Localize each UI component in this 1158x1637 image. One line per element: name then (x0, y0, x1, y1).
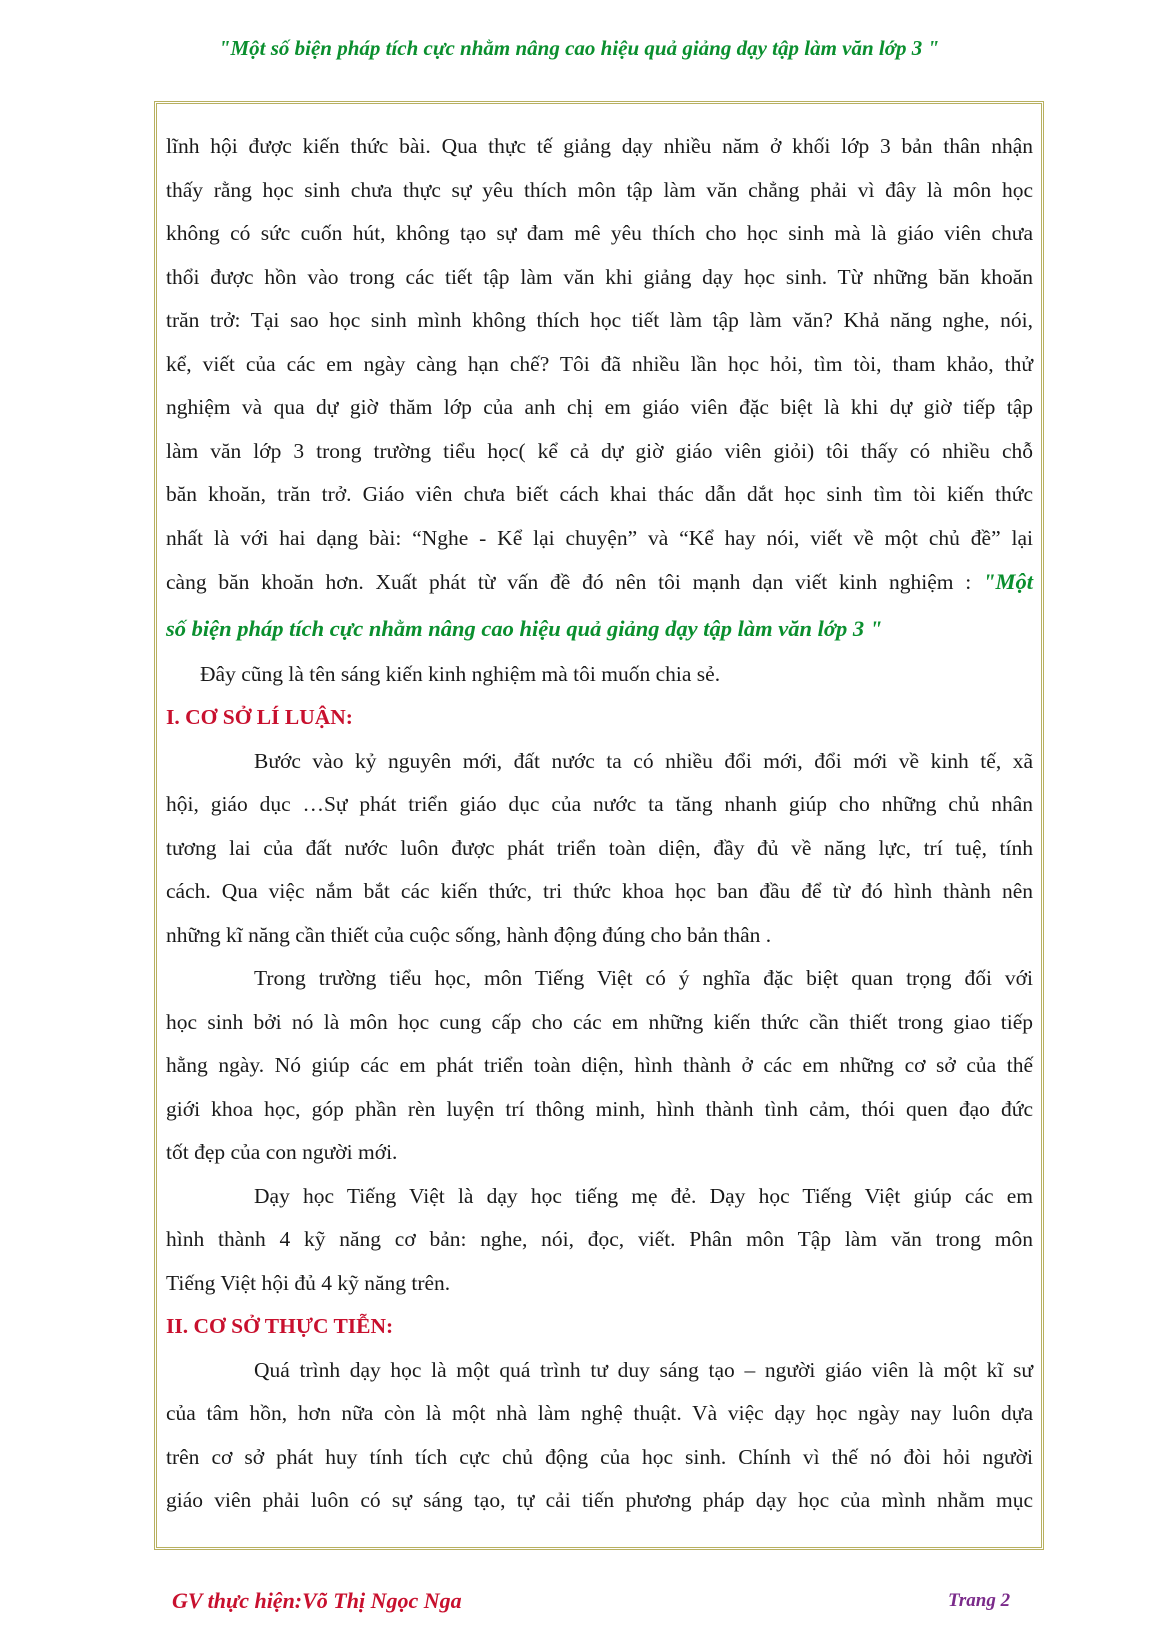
title-highlight-start: "Một (983, 569, 1033, 594)
text-line: học sinh bởi nó là môn học cung cấp cho các em những kiến thức cần thiết trong giao tiếp (166, 1009, 1033, 1034)
page-number: Trang 2 (948, 1590, 1011, 1611)
text-line: kể, viết của các em ngày càng hạn chế? Tôi đã nhiều lần học hỏi, tìm tòi, tham khảo, thử (166, 351, 1033, 376)
text-line: không có sức cuốn hút, không tạo sự đam mê yêu thích cho học sinh mà là giáo viên chưa (166, 221, 1033, 245)
section-heading-1: I. CƠ SỞ LÍ LUẬN: (166, 705, 353, 729)
text-line: của tâm hồn, hơn nữa còn là một nhà làm nghệ thuật. Và việc dạy học ngày nay luôn dựa (166, 1401, 1033, 1425)
text-line: Tiếng Việt hội đủ 4 kỹ năng trên. (166, 1270, 451, 1295)
header-title: "Một số biện pháp tích cực nhằm nâng cao hiệu quả giảng dạy tập làm văn lớp 3 " (218, 36, 940, 60)
text-line: trăn trở: Tại sao học sinh mình không thích học tiết làm tập làm văn? Khả năng nghe, nói, (166, 308, 1033, 332)
text-line: những kĩ năng cần thiết của cuộc sống, hành động đúng cho bản thân . (166, 922, 772, 947)
text-line: hằng ngày. Nó giúp các em phát triển toàn diện, hình thành ở các em những cơ sở của thế (166, 1053, 1033, 1077)
text-line: lĩnh hội được kiến thức bài. Qua thực tế giảng dạy nhiều năm ở khối lớp 3 bản thân nhận (166, 134, 1033, 158)
text-line: Bước vào kỷ nguyên mới, đất nước ta có nhiều đổi mới, đổi mới về kinh tế, xã (254, 748, 1033, 773)
text-line: tốt đẹp của con người mới. (166, 1140, 398, 1164)
text-line: thấy rằng học sinh chưa thực sự yêu thích môn tập làm văn chẳng phải vì đây là môn học (166, 177, 1033, 202)
text-line: hội, giáo dục …Sự phát triển giáo dục của nước ta tăng nhanh giúp cho những chủ nhân (166, 792, 1033, 816)
text-line (166, 560, 1033, 605)
text-line: nghiệm và qua dự giờ thăm lớp của anh chị em giáo viên đặc biệt là khi dự giờ tiếp tập (166, 395, 1033, 419)
text-line: nhất là với hai dạng bài: “Nghe - Kể lại chuyện” và “Kể hay nói, viết về một chủ đề” lại (166, 525, 1033, 550)
text-line: cách. Qua việc nắm bắt các kiến thức, tri thức khoa học ban đầu để từ đó hình thành nên (166, 879, 1033, 903)
text-span: càng băn khoăn hơn. Xuất phát từ vấn đề đó nên tôi mạnh dạn viết kinh nghiệm : (166, 570, 983, 594)
text-line: thổi được hồn vào trong các tiết tập làm văn khi giảng dạy học sinh. Từ những băn khoăn (166, 264, 1033, 289)
text-line: Đây cũng là tên sáng kiến kinh nghiệm mà tôi muốn chia sẻ. (200, 661, 721, 686)
text-line: làm văn lớp 3 trong trường tiểu học( kể cả dự giờ giáo viên giỏi) tôi thấy có nhiều chỗ (166, 438, 1033, 463)
text-line: hình thành 4 kỹ năng cơ bản: nghe, nói, đọc, viết. Phân môn Tập làm văn trong môn (166, 1227, 1033, 1251)
text-line: Quá trình dạy học là một quá trình tư duy sáng tạo – người giáo viên là một kĩ sư (254, 1357, 1033, 1382)
text-line: Dạy học Tiếng Việt là dạy học tiếng mẹ đẻ. Dạy học Tiếng Việt giúp các em (254, 1183, 1033, 1208)
text-line: tương lai của đất nước luôn được phát triển toàn diện, đầy đủ về năng lực, trí tuệ, tính (166, 835, 1033, 860)
title-highlight-line: số biện pháp tích cực nhằm nâng cao hiệu quả giảng dạy tập làm văn lớp 3 " (166, 615, 883, 641)
text-line: trên cơ sở phát huy tính tích cực chủ động của học sinh. Chính vì thế nó đòi hỏi người (166, 1444, 1033, 1469)
text-line: băn khoăn, trăn trở. Giáo viên chưa biết cách khai thác dẫn dắt học sinh tìm tòi kiến thức (166, 482, 1033, 506)
footer-author: GV thực hiện:Võ Thị Ngọc Nga (172, 1588, 462, 1613)
text-line: Trong trường tiểu học, môn Tiếng Việt có ý nghĩa đặc biệt quan trọng đối với (254, 966, 1033, 990)
text-line: giáo viên phải luôn có sự sáng tạo, tự cải tiến phương pháp dạy học của mình nhằm mục (166, 1488, 1033, 1512)
text-line: giới khoa học, góp phần rèn luyện trí thông minh, hình thành tình cảm, thói quen đạo đức (166, 1096, 1033, 1121)
document-body (166, 125, 1033, 1523)
section-heading-2: II. CƠ SỞ THỰC TIỄN: (166, 1314, 394, 1338)
